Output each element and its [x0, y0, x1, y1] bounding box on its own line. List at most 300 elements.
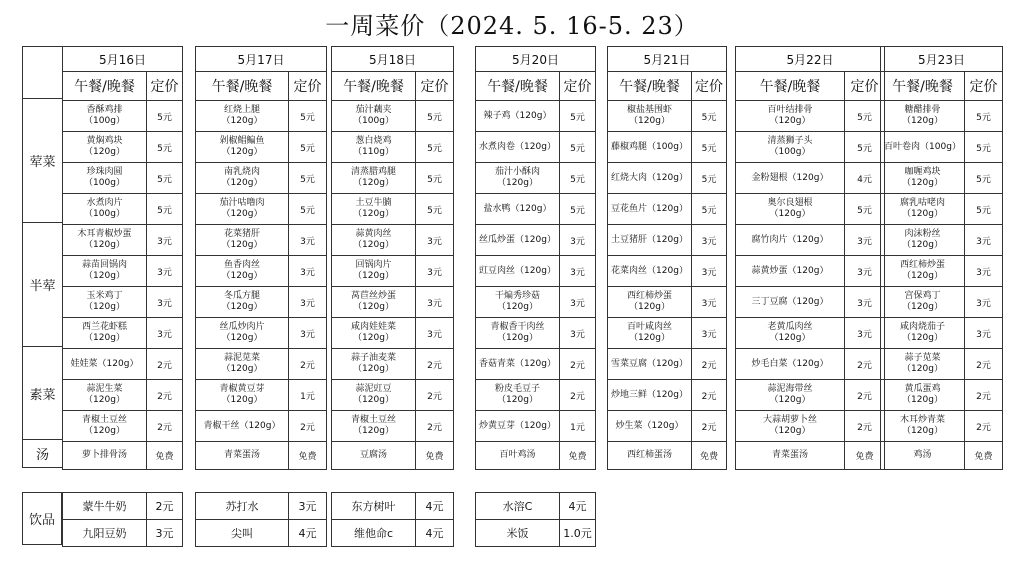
dish-row: [332, 287, 454, 318]
dish-name: 莴苣丝炒蛋 （120g）: [332, 287, 416, 318]
dish-row: [881, 287, 1003, 318]
dish-name: 椒盐基围虾 （120g）: [608, 101, 692, 132]
dish-name: 珍珠肉圆 （100g）: [63, 163, 147, 194]
dish-row: [63, 349, 183, 380]
drink-row: [63, 520, 183, 547]
dish-name: 丝瓜炒蛋（120g）: [476, 225, 560, 256]
dish-row: [63, 163, 183, 194]
dish-name: 葱白烧鸡 （110g）: [332, 132, 416, 163]
dish-name: 丝瓜炒肉片 （120g）: [196, 318, 289, 349]
dish-price: 3元: [416, 225, 454, 256]
dish-name: 蒜子苋菜 （120g）: [881, 349, 965, 380]
dish-price: 2元: [965, 411, 1003, 442]
drink-name: 九阳豆奶: [63, 520, 147, 547]
dish-name: 百叶卷肉（100g）: [881, 132, 965, 163]
dish-name: 清蒸腊鸡腿 （120g）: [332, 163, 416, 194]
drink-row: [476, 493, 596, 520]
dish-price: 2元: [289, 349, 327, 380]
dish-name: 土豆猪肝（120g）: [608, 225, 692, 256]
dish-price: 5元: [416, 163, 454, 194]
dish-price: 5元: [965, 194, 1003, 225]
dish-name: 蒜泥生菜 （120g）: [63, 380, 147, 411]
dish-name: 百叶结排骨 （120g）: [736, 101, 845, 132]
drink-price: 4元: [560, 493, 596, 520]
day-date: 5月16日: [63, 47, 183, 72]
dish-name: 咸肉娃娃菜 （120g）: [332, 318, 416, 349]
dish-row: [608, 380, 727, 411]
day-menu-table: [607, 46, 727, 470]
dish-row: [196, 132, 327, 163]
dish-price: 3元: [560, 256, 596, 287]
dish-row: [63, 380, 183, 411]
dish-name: 蒜泥海带丝 （120g）: [736, 380, 845, 411]
dish-name: 茄汁咕噜肉 （120g）: [196, 194, 289, 225]
dish-price: 3元: [416, 318, 454, 349]
dish-name: 老黄瓜肉丝 （120g）: [736, 318, 845, 349]
dish-name: 豆腐汤: [332, 442, 416, 470]
dish-price: 免费: [560, 442, 596, 470]
dish-price: 5元: [147, 194, 183, 225]
dish-row: [736, 442, 885, 470]
dish-price: 2元: [416, 349, 454, 380]
dish-name: 香酥鸡排 （100g）: [63, 101, 147, 132]
dish-price: 3元: [965, 256, 1003, 287]
dish-price: 2元: [845, 411, 885, 442]
drink-row: [196, 493, 327, 520]
dish-row: [736, 194, 885, 225]
dish-price: 5元: [289, 163, 327, 194]
dish-row: [476, 411, 596, 442]
dish-price: 2元: [147, 411, 183, 442]
dish-price: 免费: [147, 442, 183, 470]
dish-price: 2元: [560, 349, 596, 380]
dish-row: [63, 287, 183, 318]
dish-price: 2元: [560, 380, 596, 411]
dish-price: 2元: [416, 411, 454, 442]
dish-price: 5元: [147, 163, 183, 194]
day-menu-table: [331, 46, 454, 470]
drink-price: 2元: [147, 493, 183, 520]
dish-row: [736, 349, 885, 380]
dish-row: [736, 287, 885, 318]
dish-name: 玉米鸡丁 （120g）: [63, 287, 147, 318]
dish-name: 红烧上腿 （120g）: [196, 101, 289, 132]
dish-name: 土豆牛腩 （120g）: [332, 194, 416, 225]
price-header: 定价: [692, 72, 727, 101]
dish-row: [476, 101, 596, 132]
dish-price: 免费: [416, 442, 454, 470]
dish-row: [881, 132, 1003, 163]
dish-row: [608, 411, 727, 442]
dish-price: 3元: [965, 287, 1003, 318]
dish-row: [608, 287, 727, 318]
dish-row: [476, 442, 596, 470]
dish-row: [196, 380, 327, 411]
dish-row: [881, 101, 1003, 132]
dish-name: 蒜泥苋菜 （120g）: [196, 349, 289, 380]
dish-row: [332, 101, 454, 132]
dish-price: 2元: [845, 349, 885, 380]
dish-name: 豇豆肉丝（120g）: [476, 256, 560, 287]
dish-price: 3元: [147, 225, 183, 256]
dish-price: 5元: [560, 163, 596, 194]
dish-name: 雪菜豆腐（120g）: [608, 349, 692, 380]
dish-row: [196, 287, 327, 318]
dish-row: [881, 318, 1003, 349]
dish-name: 水煮肉片 （100g）: [63, 194, 147, 225]
dish-row: [608, 225, 727, 256]
dish-price: 5元: [289, 101, 327, 132]
dish-price: 5元: [416, 194, 454, 225]
dish-name: 咖喱鸡块 （120g）: [881, 163, 965, 194]
dish-row: [63, 225, 183, 256]
meal-header: 午餐/晚餐: [196, 72, 289, 101]
dish-row: [332, 256, 454, 287]
day-date: 5月17日: [196, 47, 327, 72]
dish-name: 西兰花虾糕 （120g）: [63, 318, 147, 349]
dish-price: 5元: [289, 194, 327, 225]
dish-price: 2元: [147, 380, 183, 411]
dish-price: 2元: [965, 380, 1003, 411]
dish-row: [332, 349, 454, 380]
dish-price: 3元: [845, 318, 885, 349]
dish-row: [332, 225, 454, 256]
dish-price: 5元: [692, 132, 727, 163]
dish-row: [736, 225, 885, 256]
dish-name: 香菇青菜（120g）: [476, 349, 560, 380]
drink-name: 维他命c: [332, 520, 416, 547]
drink-name: 米饭: [476, 520, 560, 547]
dish-price: 免费: [289, 442, 327, 470]
dish-price: 3元: [147, 318, 183, 349]
dish-row: [476, 256, 596, 287]
dish-name: 藤椒鸡腿（100g）: [608, 132, 692, 163]
dish-price: 免费: [692, 442, 727, 470]
dish-name: 西红柿炒蛋 （120g）: [881, 256, 965, 287]
dish-price: 3元: [289, 318, 327, 349]
drink-table: [475, 492, 596, 547]
meal-header: 午餐/晚餐: [476, 72, 560, 101]
dish-price: 2元: [965, 349, 1003, 380]
dish-row: [196, 225, 327, 256]
dish-price: 1元: [560, 411, 596, 442]
dish-row: [196, 163, 327, 194]
dish-row: [196, 349, 327, 380]
dish-row: [332, 194, 454, 225]
dish-row: [608, 318, 727, 349]
dish-name: 炒毛白菜（120g）: [736, 349, 845, 380]
day-date: 5月22日: [736, 47, 885, 72]
dish-name: 蒜苗回锅肉 （120g）: [63, 256, 147, 287]
dish-price: 3元: [692, 225, 727, 256]
dish-row: [63, 442, 183, 470]
day-date: 5月23日: [881, 47, 1003, 72]
dish-row: [63, 194, 183, 225]
dish-row: [881, 225, 1003, 256]
dish-row: [63, 256, 183, 287]
dish-row: [608, 256, 727, 287]
dish-name: 黄瓜蛋鸡 （120g）: [881, 380, 965, 411]
dish-name: 水煮肉卷（120g）: [476, 132, 560, 163]
dish-row: [196, 256, 327, 287]
dish-name: 青椒土豆丝 （120g）: [63, 411, 147, 442]
dish-row: [736, 101, 885, 132]
drink-price: 3元: [147, 520, 183, 547]
dish-row: [608, 349, 727, 380]
price-header: 定价: [416, 72, 454, 101]
drinks-label-box: [22, 492, 62, 545]
dish-price: 3元: [845, 256, 885, 287]
dish-name: 炒黄豆芽（120g）: [476, 411, 560, 442]
dish-row: [476, 380, 596, 411]
drink-price: 4元: [289, 520, 327, 547]
category-label: 汤: [23, 440, 63, 468]
dish-row: [736, 132, 885, 163]
dish-price: 5元: [845, 101, 885, 132]
dish-row: [332, 132, 454, 163]
dish-name: 清蒸狮子头 （100g）: [736, 132, 845, 163]
dish-row: [881, 163, 1003, 194]
price-header: 定价: [965, 72, 1003, 101]
dish-price: 2元: [845, 380, 885, 411]
drink-name: 蒙牛牛奶: [63, 493, 147, 520]
dish-row: [608, 194, 727, 225]
day-menu-table: [880, 46, 1003, 470]
dish-price: 1元: [289, 380, 327, 411]
dish-row: [608, 442, 727, 470]
dish-row: [608, 132, 727, 163]
meal-header: 午餐/晚餐: [736, 72, 845, 101]
dish-price: 5元: [147, 132, 183, 163]
dish-row: [608, 101, 727, 132]
dish-price: 3元: [147, 256, 183, 287]
dish-price: 3元: [845, 225, 885, 256]
dish-name: 腐竹肉片（120g）: [736, 225, 845, 256]
dish-price: 5元: [965, 132, 1003, 163]
dish-price: 5元: [965, 101, 1003, 132]
dish-price: 5元: [845, 194, 885, 225]
dish-row: [881, 349, 1003, 380]
dish-name: 蒜黄肉丝 （120g）: [332, 225, 416, 256]
dish-name: 炒生菜（120g）: [608, 411, 692, 442]
category-header: [23, 47, 63, 99]
dish-name: 鱼香肉丝 （120g）: [196, 256, 289, 287]
dish-name: 娃娃菜（120g）: [63, 349, 147, 380]
dish-row: [608, 163, 727, 194]
dish-name: 咸肉烧茄子 （120g）: [881, 318, 965, 349]
dish-price: 5元: [416, 132, 454, 163]
dish-name: 三丁豆腐（120g）: [736, 287, 845, 318]
dish-price: 5元: [560, 194, 596, 225]
dish-price: 5元: [147, 101, 183, 132]
drink-name: 苏打水: [196, 493, 289, 520]
drink-row: [196, 520, 327, 547]
drink-price: 1.0元: [560, 520, 596, 547]
dish-row: [196, 442, 327, 470]
dish-row: [476, 163, 596, 194]
dish-price: 3元: [560, 225, 596, 256]
dish-name: 青椒干丝（120g）: [196, 411, 289, 442]
dish-price: 5元: [416, 101, 454, 132]
drink-row: [332, 520, 454, 547]
dish-name: 盐水鸭（120g）: [476, 194, 560, 225]
dish-name: 蒜泥豇豆 （120g）: [332, 380, 416, 411]
dish-row: [736, 256, 885, 287]
dish-price: 免费: [965, 442, 1003, 470]
meal-header: 午餐/晚餐: [608, 72, 692, 101]
page-title: 一周菜价（2024. 5. 16-5. 23）: [325, 12, 699, 40]
dish-row: [881, 256, 1003, 287]
meal-header: 午餐/晚餐: [881, 72, 965, 101]
dish-row: [881, 194, 1003, 225]
dish-row: [196, 101, 327, 132]
dish-row: [332, 380, 454, 411]
dish-name: 木耳青椒炒蛋 （120g）: [63, 225, 147, 256]
day-menu-table: [475, 46, 596, 470]
dish-price: 5元: [692, 101, 727, 132]
dish-name: 西红柿炒蛋 （120g）: [608, 287, 692, 318]
drink-table: [331, 492, 454, 547]
dish-name: 冬瓜方腿 （120g）: [196, 287, 289, 318]
day-date: 5月20日: [476, 47, 596, 72]
dish-name: 青菜蛋汤: [736, 442, 845, 470]
dish-price: 3元: [416, 287, 454, 318]
dish-row: [881, 442, 1003, 470]
category-label: 素菜: [23, 347, 63, 440]
dish-price: 2元: [692, 349, 727, 380]
dish-name: 萝卜排骨汤: [63, 442, 147, 470]
dish-row: [736, 380, 885, 411]
dish-name: 木耳炒青菜 （120g）: [881, 411, 965, 442]
dish-row: [332, 442, 454, 470]
dish-row: [476, 194, 596, 225]
dish-name: 辣子鸡（120g）: [476, 101, 560, 132]
dish-name: 宫保鸡丁 （120g）: [881, 287, 965, 318]
dish-row: [63, 318, 183, 349]
drink-price: 3元: [289, 493, 327, 520]
dish-row: [881, 411, 1003, 442]
drink-table: [195, 492, 327, 547]
category-label: 半荤: [23, 223, 63, 347]
dish-price: 3元: [692, 287, 727, 318]
dish-row: [196, 411, 327, 442]
dish-price: 3元: [692, 318, 727, 349]
dish-name: 南乳烧肉 （120g）: [196, 163, 289, 194]
dish-name: 鸡汤: [881, 442, 965, 470]
day-date: 5月18日: [332, 47, 454, 72]
dish-name: 奥尔良翅根 （120g）: [736, 194, 845, 225]
day-menu-table: [735, 46, 885, 470]
dish-price: 5元: [560, 132, 596, 163]
meal-header: 午餐/晚餐: [332, 72, 416, 101]
dish-row: [476, 225, 596, 256]
dish-name: 蒜子油麦菜 （120g）: [332, 349, 416, 380]
dish-name: 西红柿蛋汤: [608, 442, 692, 470]
dish-name: 青菜蛋汤: [196, 442, 289, 470]
dish-price: 2元: [147, 349, 183, 380]
dish-row: [476, 287, 596, 318]
dish-price: 3元: [845, 287, 885, 318]
dish-row: [476, 349, 596, 380]
price-header: 定价: [560, 72, 596, 101]
dish-name: 干煸秀珍菇 （120g）: [476, 287, 560, 318]
dish-name: 百叶鸡汤: [476, 442, 560, 470]
dish-price: 3元: [289, 256, 327, 287]
dish-row: [332, 318, 454, 349]
dish-name: 肉沫粉丝 （120g）: [881, 225, 965, 256]
dish-name: 茄汁藕夹 （100g）: [332, 101, 416, 132]
price-header: 定价: [289, 72, 327, 101]
dish-row: [63, 411, 183, 442]
dish-row: [881, 380, 1003, 411]
drink-row: [476, 520, 596, 547]
dish-name: 茄汁小酥肉 （120g）: [476, 163, 560, 194]
day-menu-table: [195, 46, 327, 470]
dish-price: 5元: [289, 132, 327, 163]
dish-name: 豆花鱼片（120g）: [608, 194, 692, 225]
dish-price: 2元: [289, 411, 327, 442]
meal-header: 午餐/晚餐: [63, 72, 147, 101]
dish-row: [196, 194, 327, 225]
dish-price: 3元: [560, 318, 596, 349]
dish-name: 粉皮毛豆子 （120g）: [476, 380, 560, 411]
drink-row: [332, 493, 454, 520]
dish-name: 回锅肉片 （120g）: [332, 256, 416, 287]
drink-name: 水溶C: [476, 493, 560, 520]
price-header: 定价: [147, 72, 183, 101]
dish-price: 3元: [289, 225, 327, 256]
dish-price: 4元: [845, 163, 885, 194]
category-column: [22, 46, 63, 468]
dish-row: [196, 318, 327, 349]
dish-name: 剁椒鲳鳊鱼 （120g）: [196, 132, 289, 163]
dish-name: 腐乳咕咾肉 （120g）: [881, 194, 965, 225]
dish-price: 3元: [147, 287, 183, 318]
dish-price: 2元: [692, 380, 727, 411]
dish-price: 3元: [965, 225, 1003, 256]
dish-name: 蒜黄炒蛋（120g）: [736, 256, 845, 287]
dish-price: 5元: [845, 132, 885, 163]
dish-row: [736, 163, 885, 194]
dish-name: 炒地三鲜（120g）: [608, 380, 692, 411]
dish-price: 5元: [692, 194, 727, 225]
day-menu-table: [62, 46, 183, 470]
dish-price: 3元: [289, 287, 327, 318]
drink-name: 尖叫: [196, 520, 289, 547]
dish-price: 5元: [692, 163, 727, 194]
dish-name: 花菜猪肝 （120g）: [196, 225, 289, 256]
dish-name: 大蒜胡萝卜丝 （120g）: [736, 411, 845, 442]
drink-row: [63, 493, 183, 520]
drink-price: 4元: [416, 520, 454, 547]
price-header: 定价: [845, 72, 885, 101]
dish-price: 2元: [692, 411, 727, 442]
dish-price: 5元: [965, 163, 1003, 194]
dish-row: [476, 132, 596, 163]
dish-name: 糖醋排骨 （120g）: [881, 101, 965, 132]
dish-name: 黄焖鸡块 （120g）: [63, 132, 147, 163]
category-label: 荤菜: [23, 99, 63, 223]
dish-price: 3元: [560, 287, 596, 318]
drinks-label: 饮品: [23, 493, 62, 545]
dish-name: 青椒土豆丝 （120g）: [332, 411, 416, 442]
day-date: 5月21日: [608, 47, 727, 72]
dish-row: [63, 132, 183, 163]
dish-price: 5元: [560, 101, 596, 132]
drink-price: 4元: [416, 493, 454, 520]
dish-row: [63, 101, 183, 132]
dish-price: 免费: [845, 442, 885, 470]
